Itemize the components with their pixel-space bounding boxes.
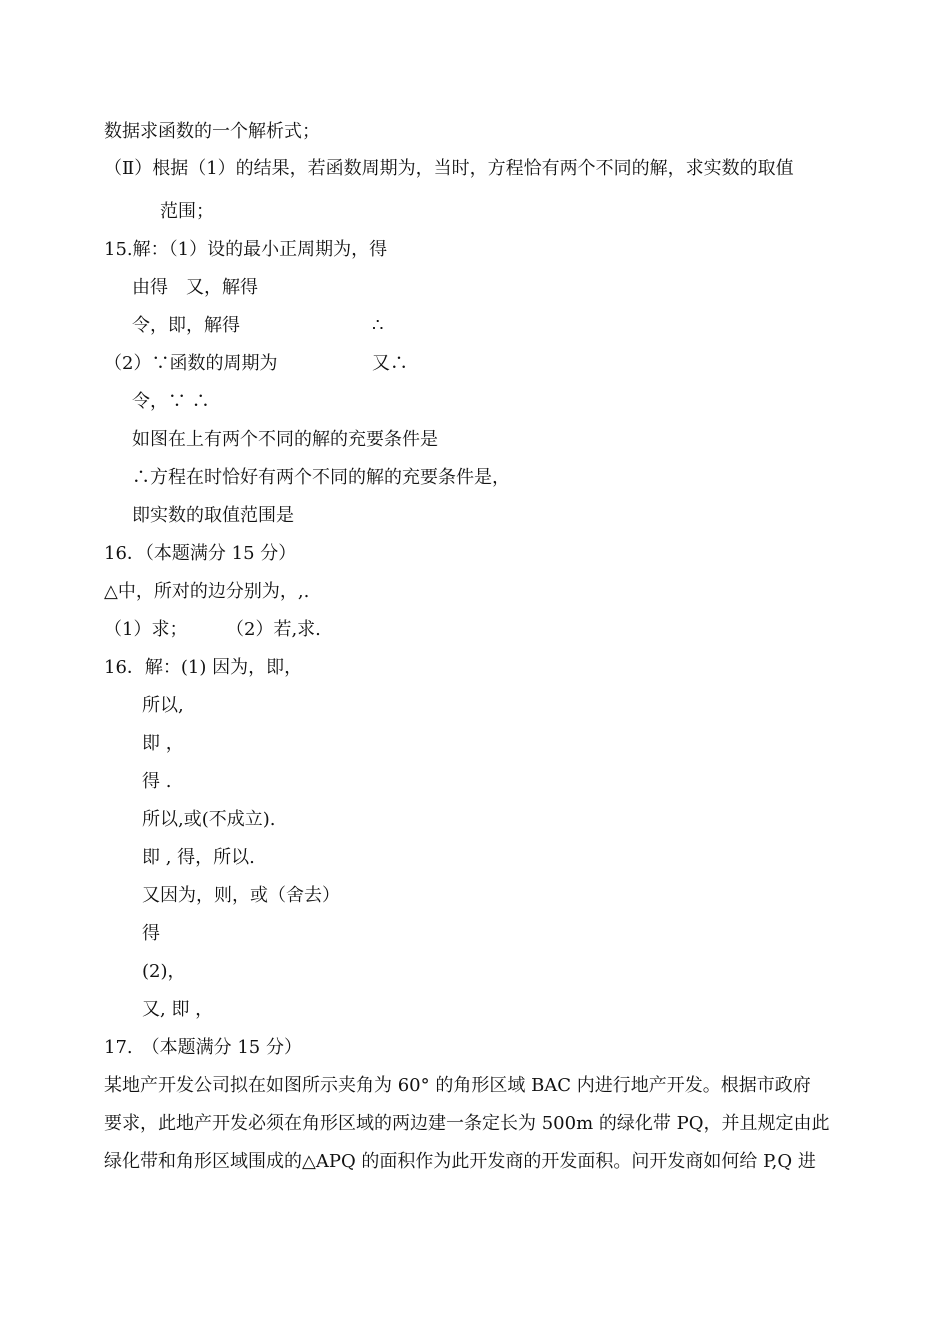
text-line: ∴ (372, 315, 384, 336)
text-line: 所以,或(不成立). (142, 809, 276, 830)
text-line: 即实数的取值范围是 (132, 505, 294, 526)
text-line: 绿化带和角形区域围成的△APQ 的面积作为此开发商的开发面积。问开发商如何给 P,Q 进 (104, 1151, 816, 1172)
text-line: 要求，此地产开发必须在角形区域的两边建一条定长为 500m 的绿化带 PQ，并且规定由此 (104, 1113, 830, 1134)
text-line: 16．（本题满分 15 分） (104, 543, 297, 564)
text-line: （1）求； (104, 619, 188, 640)
text-line: 又因为，则，或（舍去） (142, 885, 340, 906)
text-line: 范围； (160, 201, 214, 222)
text-line: 即 , 得，所以. (142, 847, 255, 868)
text-line: 如图在上有两个不同的解的充要条件是 (132, 429, 438, 450)
text-line: 又∴ (372, 353, 408, 374)
text-line: 由得 又，解得 (132, 277, 258, 298)
text-line: (2)， (142, 961, 186, 982)
text-line: 得 . (142, 771, 172, 792)
text-line: 数据求函数的一个解析式； (104, 121, 320, 142)
text-line: 令，即，解得 (132, 315, 240, 336)
text-line: △中，所对的边分别为，,. (104, 581, 310, 602)
text-line: 16．解：(1) 因为，即， (104, 657, 303, 678)
text-line: 令，∵ ∴ (132, 391, 210, 412)
text-line: （2）∵函数的周期为 (104, 353, 278, 374)
text-line: 15.解：（1）设的最小正周期为，得 (104, 239, 388, 260)
text-line: 17. （本题满分 15 分） (104, 1037, 302, 1058)
text-line: 即 ， (142, 733, 184, 754)
text-line: 某地产开发公司拟在如图所示夹角为 60° 的角形区域 BAC 内进行地产开发。根据市政府 (104, 1075, 811, 1096)
text-line: （Ⅱ）根据（1）的结果，若函数周期为，当时，方程恰有两个不同的解，求实数的取值 (104, 158, 794, 179)
text-line: 所以, (142, 695, 184, 716)
text-line: （2）若,求. (226, 619, 321, 640)
text-line: 得 (142, 923, 160, 944)
text-line: 又, 即 ， (142, 999, 214, 1020)
text-line: ∴方程在时恰好有两个不同的解的充要条件是， (132, 467, 510, 488)
